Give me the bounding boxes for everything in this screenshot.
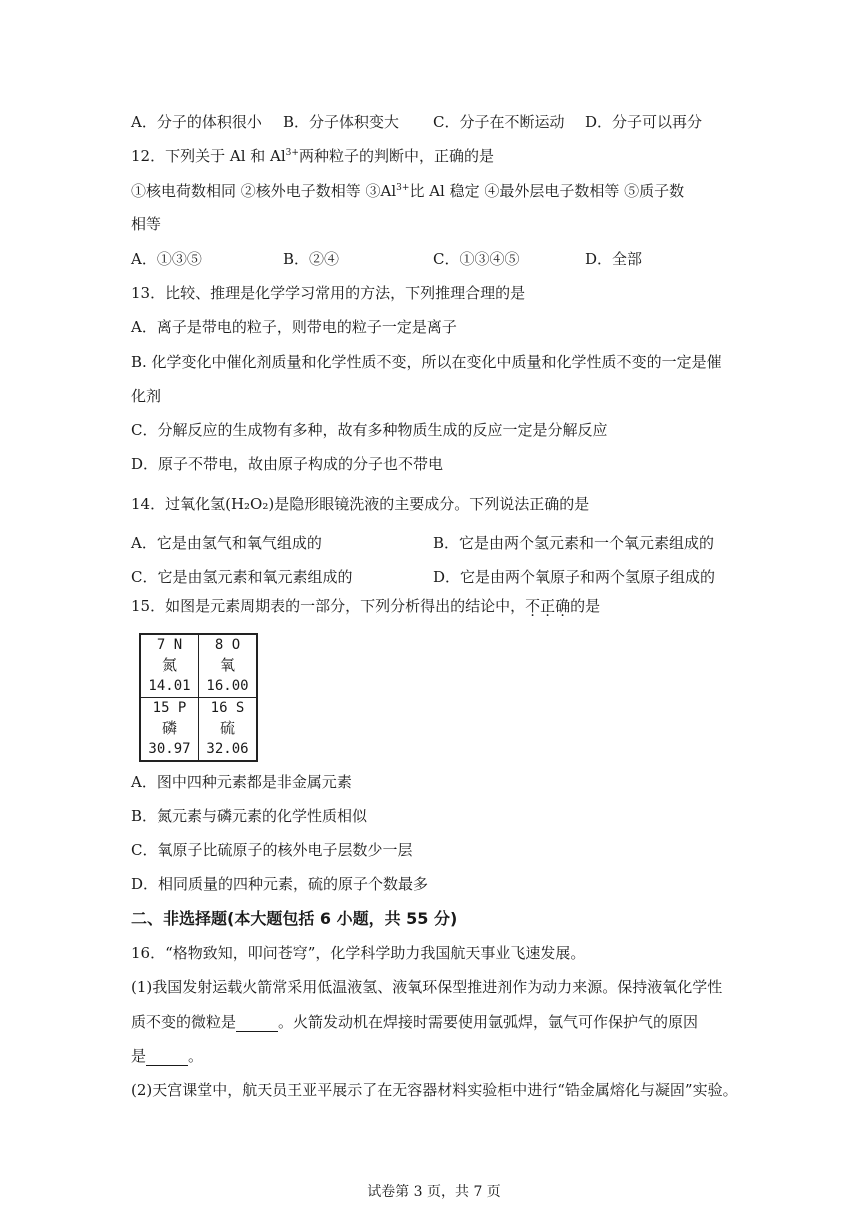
q15-option-d: D．相同质量的四种元素，硫的原子个数最多 [131,875,429,893]
q12-option-d: D．全部 [585,250,643,268]
emphasis-char: 正 [540,597,556,615]
q15-option-a: A．图中四种元素都是非金属元素 [131,773,352,791]
q13-option-c: C．分解反应的生成物有多种，故有多种物质生成的反应一定是分解反应 [131,421,608,439]
q12-option-b: B．②④ [283,250,340,268]
q15-option-c: C．氧原子比硫原子的核外电子层数少一层 [131,841,413,859]
q12-option-a: A．①③⑤ [131,250,202,268]
answer-blank[interactable] [236,1015,278,1032]
q14-option-c: C．它是由氢元素和氧元素组成的 [131,568,353,586]
emphasis-char: 不 [525,597,541,615]
page-footer: 试卷第 3 页，共 7 页 [367,1184,501,1200]
element-cell-n: 7 N 氮 14.01 [140,634,199,698]
element-cell-p: 15 P 磷 30.97 [140,698,199,762]
periodic-table-excerpt [139,633,258,762]
element-cell-s: 16 S 硫 32.06 [199,698,258,762]
h2o2-formula: (H₂O₂) [225,495,275,513]
q16-part1-line2: 质不变的微粒是 。火箭发动机在焊接时需要使用氩弧焊，氩气可作保护气的原因 [131,1013,699,1031]
q16-stem: 16．“格物致知，叩问苍穹”，化学科学助力我国航天事业飞速发展。 [131,944,586,962]
q13-option-b: B. 化学变化中催化剂质量和化学性质不变，所以在变化中质量和化学性质不变的一定是催 [131,353,722,371]
section-heading: 二、非选择题(本大题包括 6 小题，共 55 分) [131,909,458,928]
q11-option-c: C．分子在不断运动 [433,113,565,131]
q15-option-b: B．氮元素与磷元素的化学性质相似 [131,807,368,825]
q13-stem: 13．比较、推理是化学学习常用的方法，下列推理合理的是 [131,284,526,302]
q12-stem: 12．下列关于 Al 和 $Al^{3+}$两种粒子的判断中，正确的是 [131,147,494,165]
q13-option-d: D．原子不带电，故由原子构成的分子也不带电 [131,455,444,473]
q16-part2: (2)天宫课堂中，航天员王亚平展示了在无容器材料实验柜中进行“锆金属熔化与凝固”实验。 [131,1081,738,1099]
answer-blank[interactable] [146,1049,188,1066]
emphasis-char: 确 [555,597,571,615]
q11-option-b: B．分子体积变大 [283,113,400,131]
q16-part1-line3: 是 。 [131,1047,204,1065]
q12-statements-cont: 相等 [131,215,162,233]
q14-stem: 14．过氧化氢(H₂O₂)是隐形眼镜洗液的主要成分。下列说法正确的是 [131,495,590,513]
q12-statements: ①核电荷数相同 ②核外电子数相等 $③Al^{3+}$比 Al 稳定 ④最外层电子数相等 ⑤质子数 [131,182,685,200]
element-cell-o: 8 O 氧 16.00 [199,634,258,698]
q15-stem: 15．如图是元素周期表的一部分，下列分析得出的结论中，不正确的是 [131,597,601,615]
q14-option-d: D．它是由两个氧原子和两个氢原子组成的 [433,568,716,586]
q13-option-a: A．离子是带电的粒子，则带电的粒子一定是离子 [131,318,457,336]
q13-option-b-cont: 化剂 [131,387,162,405]
q14-option-a: A．它是由氢气和氧气组成的 [131,534,322,552]
q11-option-a: A．分子的体积很小 [131,113,262,131]
q11-option-d: D．分子可以再分 [585,113,703,131]
q16-part1-line1: (1)我国发射运载火箭常采用低温液氢、液氧环保型推进剂作为动力来源。保持液氧化学性 [131,978,723,996]
q12-option-c: C．①③④⑤ [433,250,520,268]
q14-option-b: B．它是由两个氢元素和一个氧元素组成的 [433,534,715,552]
